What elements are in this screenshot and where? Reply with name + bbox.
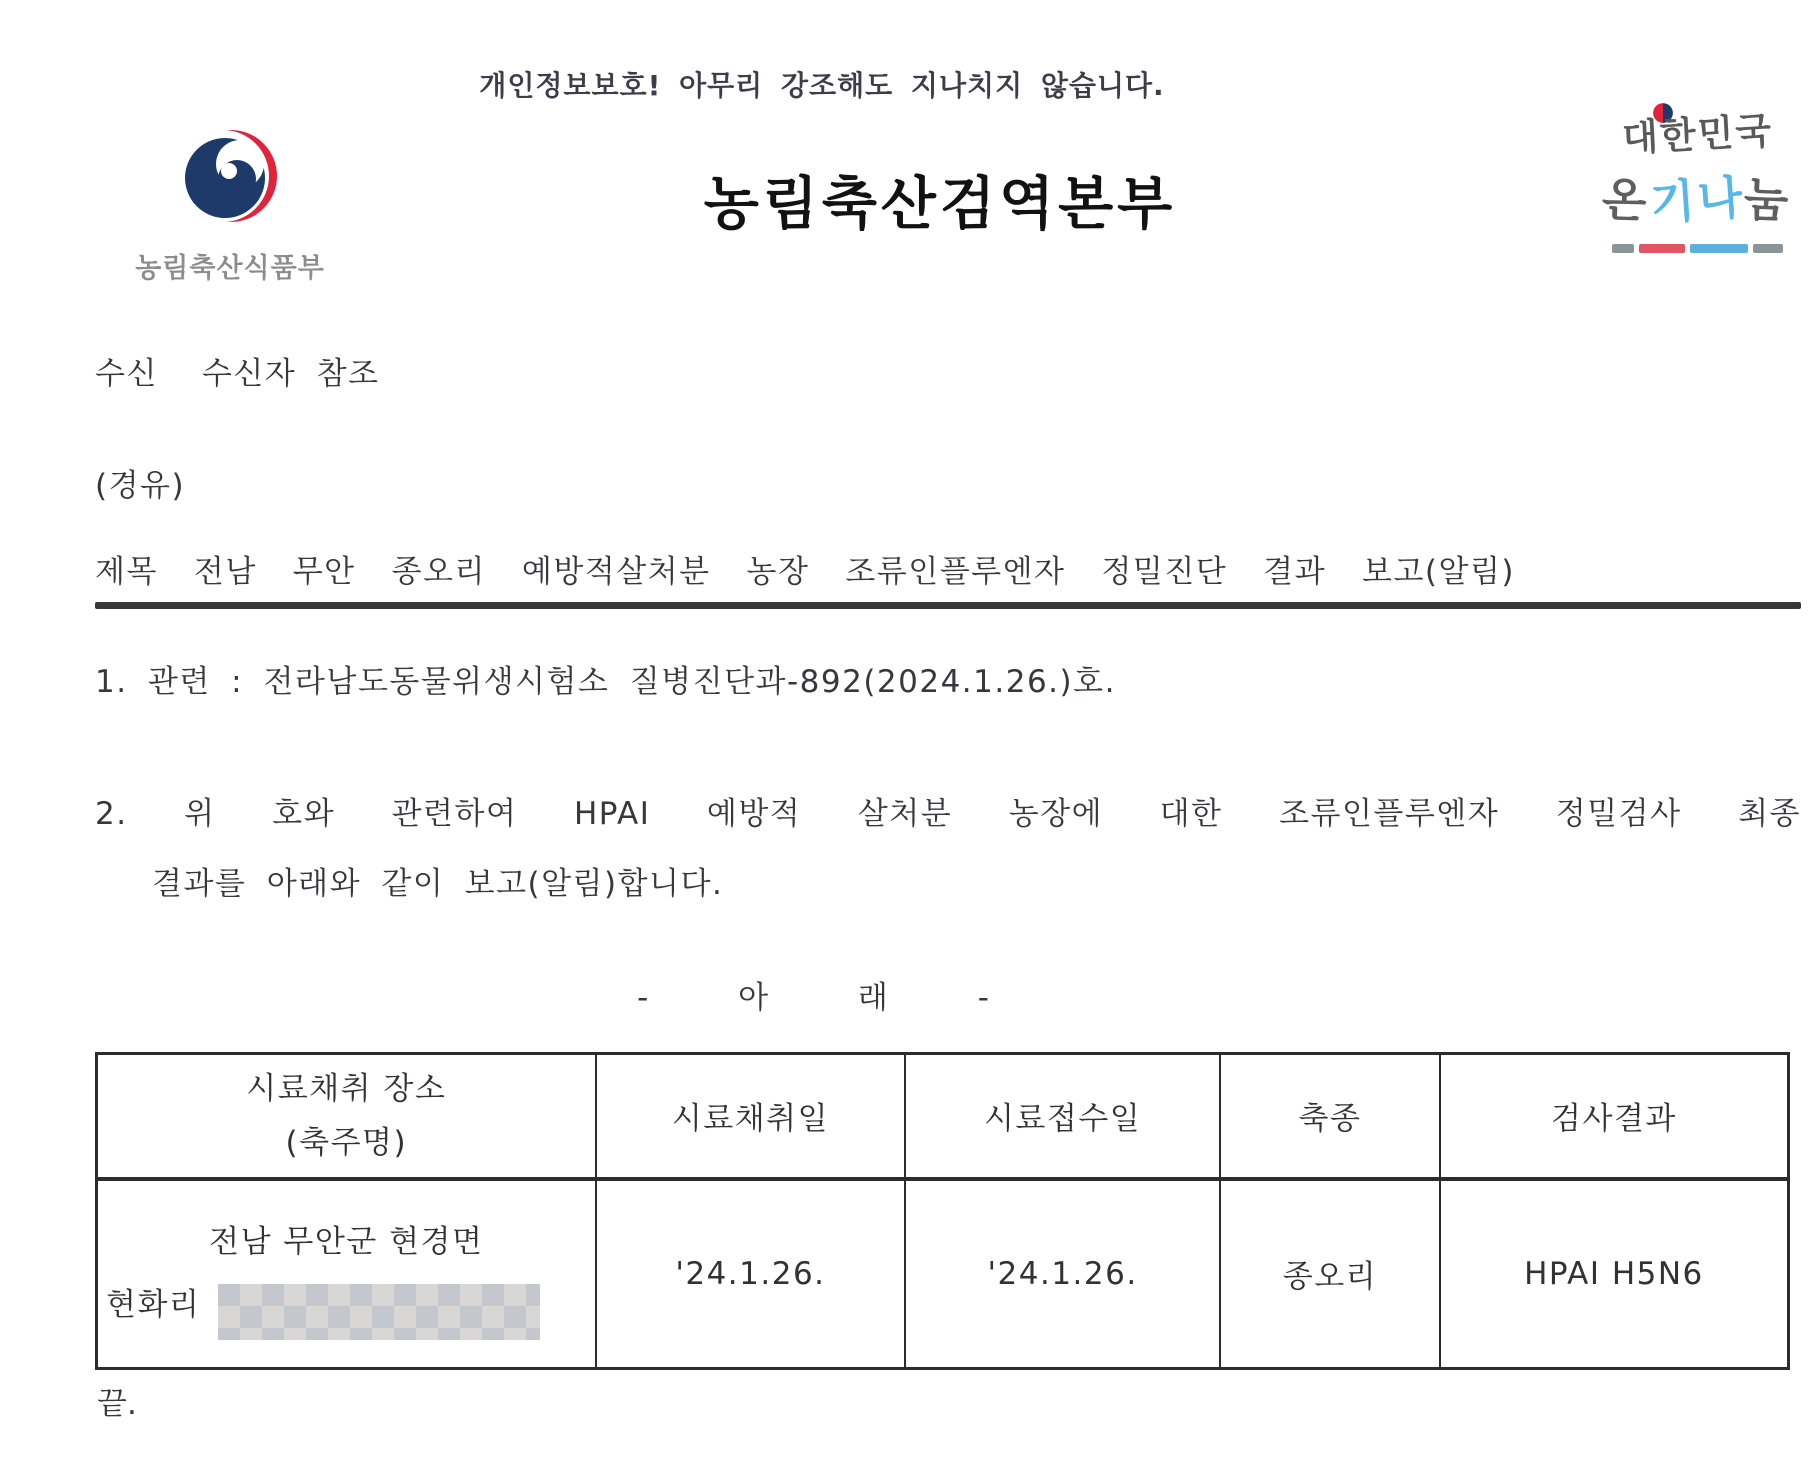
- header-receive-date: 시료접수일: [905, 1054, 1220, 1179]
- header-species: 축종: [1220, 1054, 1440, 1179]
- subject-line: [95, 546, 1515, 591]
- header-sample-place-line1: 시료채취 장소: [246, 1070, 447, 1107]
- cell-species: 종오리: [1220, 1179, 1440, 1369]
- agency-title: 농림축산검역본부: [703, 171, 1177, 237]
- tagline-bar: [1612, 244, 1634, 253]
- subject-text: 전남 무안 종오리 예방적살처분 농장 조류인플루엔자 정밀진단 결과 보고(알림): [193, 554, 1515, 590]
- below-marker: - 아 래 -: [637, 980, 1003, 1016]
- recipient-line: [95, 348, 380, 393]
- header-result: 검사결과: [1440, 1054, 1789, 1179]
- header-sample-place-line2: (축주명): [285, 1124, 408, 1161]
- brand-word2-seg1: 온: [1601, 172, 1651, 228]
- body-item-2-line1: 2. 위 호와 관련하여 HPAI 예방적 살처분 농장에 대한 조류인플루엔자 정밀검사 최종: [95, 796, 1801, 832]
- brand-logo: [1578, 104, 1816, 253]
- place-line2: [98, 1274, 595, 1330]
- brand-tagline-bars: [1578, 244, 1816, 253]
- korea-government-emblem-icon: [180, 126, 280, 226]
- brand-word2-seg2: 기나: [1648, 169, 1747, 231]
- table-header-row: [97, 1054, 1789, 1179]
- table-row: [97, 1179, 1789, 1369]
- body-item-2-line2: 결과를 아래와 같이 보고(알림)합니다.: [152, 866, 724, 902]
- end-mark: 끝.: [97, 1386, 137, 1422]
- cell-sample-date: '24.1.26.: [596, 1179, 906, 1369]
- body-item-1: 1. 관련 : 전라남도동물위생시험소 질병진단과-892(2024.1.26.)호.: [95, 664, 1116, 700]
- cell-receive-date: '24.1.26.: [905, 1179, 1220, 1369]
- brand-word2: [1578, 164, 1816, 230]
- via-line: (경유): [95, 468, 186, 504]
- cell-sample-place: [97, 1179, 596, 1369]
- subject-underline-divider: [95, 602, 1801, 609]
- subject-label: 제목: [95, 554, 158, 590]
- tagline-bar: [1690, 244, 1748, 253]
- recipient-label: 수신: [95, 356, 158, 392]
- result-table: [95, 1052, 1790, 1370]
- cell-result: HPAI H5N6: [1440, 1179, 1789, 1369]
- header-sample-date: 시료채취일: [596, 1054, 906, 1179]
- header-sample-place: [97, 1054, 596, 1179]
- place-line1: 전남 무안군 현경면: [209, 1223, 484, 1260]
- brand-word1: 대한민국: [1620, 109, 1774, 160]
- recipient-value: 수신자 참조: [201, 356, 380, 392]
- ministry-emblem-block: [100, 126, 360, 285]
- ministry-name-label: 농림축산식품부: [135, 253, 325, 284]
- tagline-bar: [1753, 244, 1783, 253]
- privacy-slogan: 개인정보보호! 아무리 강조해도 지나치지 않습니다.: [479, 69, 1165, 102]
- brand-word2-seg3: 눔: [1742, 171, 1794, 229]
- redacted-owner-name: [218, 1284, 540, 1340]
- place-village: 현화리: [106, 1287, 201, 1324]
- tagline-bar: [1639, 244, 1685, 253]
